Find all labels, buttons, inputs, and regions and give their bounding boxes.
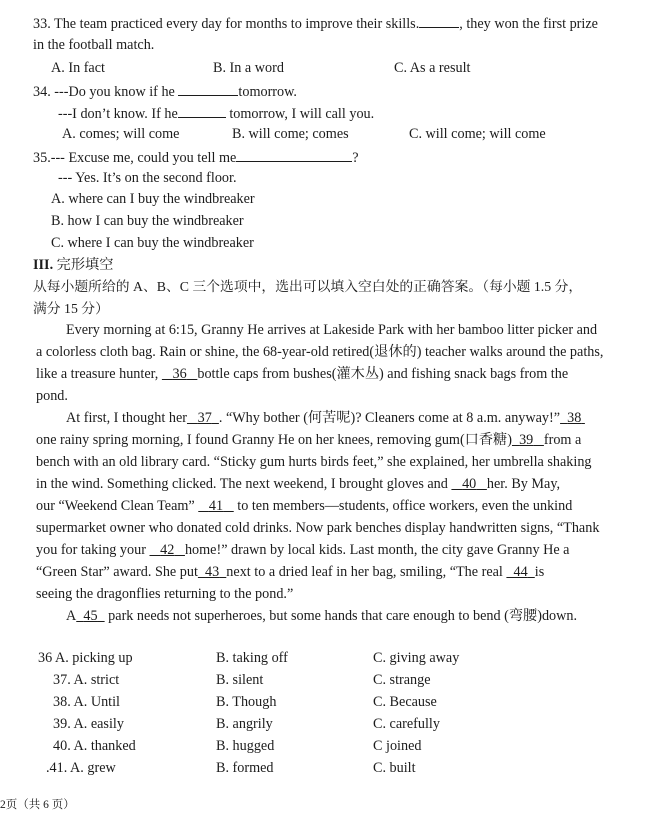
passage-text: you for taking your <box>36 542 150 558</box>
blank-number: 41 <box>208 498 224 514</box>
passage-text: one rainy spring morning, I found Granny He on her knees, removing gum(口香糖) <box>36 432 512 448</box>
passage-line: seeing the dragonflies returning to the pond.” <box>36 586 294 602</box>
option-33-c: C. As a result <box>394 60 471 76</box>
blank-41 <box>198 498 233 514</box>
page-footer: 2页（共 6 页） <box>0 799 75 811</box>
passage-line <box>36 430 581 450</box>
answer-36-a: 36 A. picking up <box>38 650 133 666</box>
passage-line <box>36 474 560 494</box>
answer-38-a: 38. A. Until <box>53 694 121 710</box>
passage-line <box>66 408 585 428</box>
passage-text: “Green Star” award. She put <box>36 564 198 580</box>
passage-text: our “Weekend Clean Team” <box>36 498 199 514</box>
passage-text: A <box>66 608 77 624</box>
passage-text: park needs not superheroes, but some hands that care enough to bend (弯腰)down. <box>104 608 578 624</box>
blank-44 <box>506 564 534 580</box>
question-33-stem-cont: , they won the first prize <box>459 16 598 32</box>
option-33-b: B. In a word <box>213 60 284 76</box>
passage-text: her. By May, <box>486 476 561 492</box>
passage-line: pond. <box>36 388 68 404</box>
answer-38-b: B. Though <box>216 694 277 710</box>
passage-line <box>36 562 544 582</box>
passage-line <box>36 540 569 560</box>
question-34-line1 <box>33 80 297 102</box>
passage-text: like a treasure hunter, <box>36 366 162 382</box>
question-34-line2 <box>58 102 374 124</box>
blank-45 <box>76 608 104 624</box>
passage-line: supermarket owner who donated cold drinks. Now park benches display handwritten signs, “Thank <box>36 520 600 536</box>
blank-number: 39 <box>519 432 534 448</box>
passage-text: At first, I thought her <box>66 410 187 426</box>
option-34-b: B. will come; comes <box>232 126 349 142</box>
passage-text: from a <box>543 432 582 448</box>
question-35-line1 <box>33 146 359 168</box>
blank-number: 36 <box>172 366 187 382</box>
option-35-c: C. where I can buy the windbreaker <box>51 235 254 251</box>
question-35-stem-cont: ? <box>352 150 359 166</box>
blank-number: 42 <box>160 542 175 558</box>
blank-number: 40 <box>462 476 477 492</box>
answer-41-a: .41. A. grew <box>46 760 116 776</box>
answer-blank <box>236 146 352 162</box>
question-34-reply-cont: tomorrow, I will call you. <box>225 106 375 122</box>
passage-text: to ten members—students, office workers, even the unkind <box>233 498 573 514</box>
blank-40 <box>451 476 486 492</box>
blank-number: 37 <box>197 410 212 426</box>
question-34-stem: 34. ---Do you know if he <box>33 84 179 100</box>
question-34-reply: ---I don’t know. If he <box>58 106 178 122</box>
answer-37-c: C. strange <box>373 672 431 688</box>
answer-blank <box>178 102 226 118</box>
blank-42 <box>149 542 184 558</box>
blank-36 <box>162 366 197 382</box>
option-34-c: C. will come; will come <box>409 126 546 142</box>
passage-text: bottle caps from bushes(灌木丛) and fishing snack bags from the <box>197 366 569 382</box>
passage-line: bench with an old library card. “Sticky gum hurts birds feet,” she explained, her umbrella shaking <box>36 454 592 470</box>
question-33-stem: 33. The team practiced every day for months to improve their skills. <box>33 16 420 32</box>
answer-blank <box>178 80 238 96</box>
answer-37-a: 37. A. strict <box>53 672 120 688</box>
blank-number: 43 <box>205 564 220 580</box>
question-34-stem-cont: tomorrow. <box>238 84 297 100</box>
blank-number: 44 <box>513 564 528 580</box>
section-instruction: 从每小题所给的 A、B、C 三个选项中，选出可以填入空白处的正确答案。（每小题 1.5 分， <box>33 279 583 294</box>
answer-40-a: 40. A. thanked <box>53 738 136 754</box>
answer-36-b: B. taking off <box>216 650 288 666</box>
passage-line <box>36 496 572 516</box>
option-33-a: A. In fact <box>51 60 105 76</box>
passage-text: next to a dried leaf in her bag, smiling, “The real <box>226 564 507 580</box>
blank-number: 38 <box>567 410 582 426</box>
blank-37 <box>187 410 219 426</box>
section-instruction-cont: 满分 15 分） <box>33 301 109 316</box>
section-number: III. <box>33 257 54 273</box>
blank-38 <box>560 410 585 426</box>
section-3-heading <box>33 255 113 275</box>
question-35-reply: --- Yes. It’s on the second floor. <box>58 170 237 186</box>
answer-41-b: B. formed <box>216 760 274 776</box>
passage-text: is <box>534 564 545 580</box>
passage-text: in the wind. Something clicked. The next weekend, I brought gloves and <box>36 476 452 492</box>
answer-37-b: B. silent <box>216 672 264 688</box>
blank-39 <box>512 432 544 448</box>
option-35-b: B. how I can buy the windbreaker <box>51 213 244 229</box>
answer-36-c: C. giving away <box>373 650 460 666</box>
section-title: 完形填空 <box>53 257 114 273</box>
question-35-stem: 35.--- Excuse me, could you tell me <box>33 150 237 166</box>
answer-40-b: B. hugged <box>216 738 275 754</box>
answer-39-a: 39. A. easily <box>53 716 124 732</box>
question-33-line2: in the football match. <box>33 37 155 53</box>
blank-43 <box>198 564 226 580</box>
answer-40-c: C joined <box>373 738 422 754</box>
answer-39-b: B. angrily <box>216 716 273 732</box>
answer-blank <box>419 12 459 28</box>
passage-text: . “Why bother (何苦呢)? Cleaners come at 8 a.m. anyway!” <box>218 410 561 426</box>
passage-line: Every morning at 6:15, Granny He arrives at Lakeside Park with her bamboo litter picker and <box>66 322 598 338</box>
option-34-a: A. comes; will come <box>62 126 180 142</box>
answer-41-c: C. built <box>373 760 416 776</box>
blank-number: 45 <box>83 608 98 624</box>
question-33-line1 <box>33 12 598 34</box>
answer-39-c: C. carefully <box>373 716 440 732</box>
passage-text: home!” drawn by local kids. Last month, the city gave Granny He a <box>184 542 570 558</box>
passage-line <box>36 364 568 384</box>
passage-line <box>66 606 577 626</box>
passage-line: a colorless cloth bag. Rain or shine, the 68-year-old retired(退休的) teacher walks around the paths, <box>36 344 604 360</box>
answer-38-c: C. Because <box>373 694 437 710</box>
option-35-a: A. where can I buy the windbreaker <box>51 191 255 207</box>
